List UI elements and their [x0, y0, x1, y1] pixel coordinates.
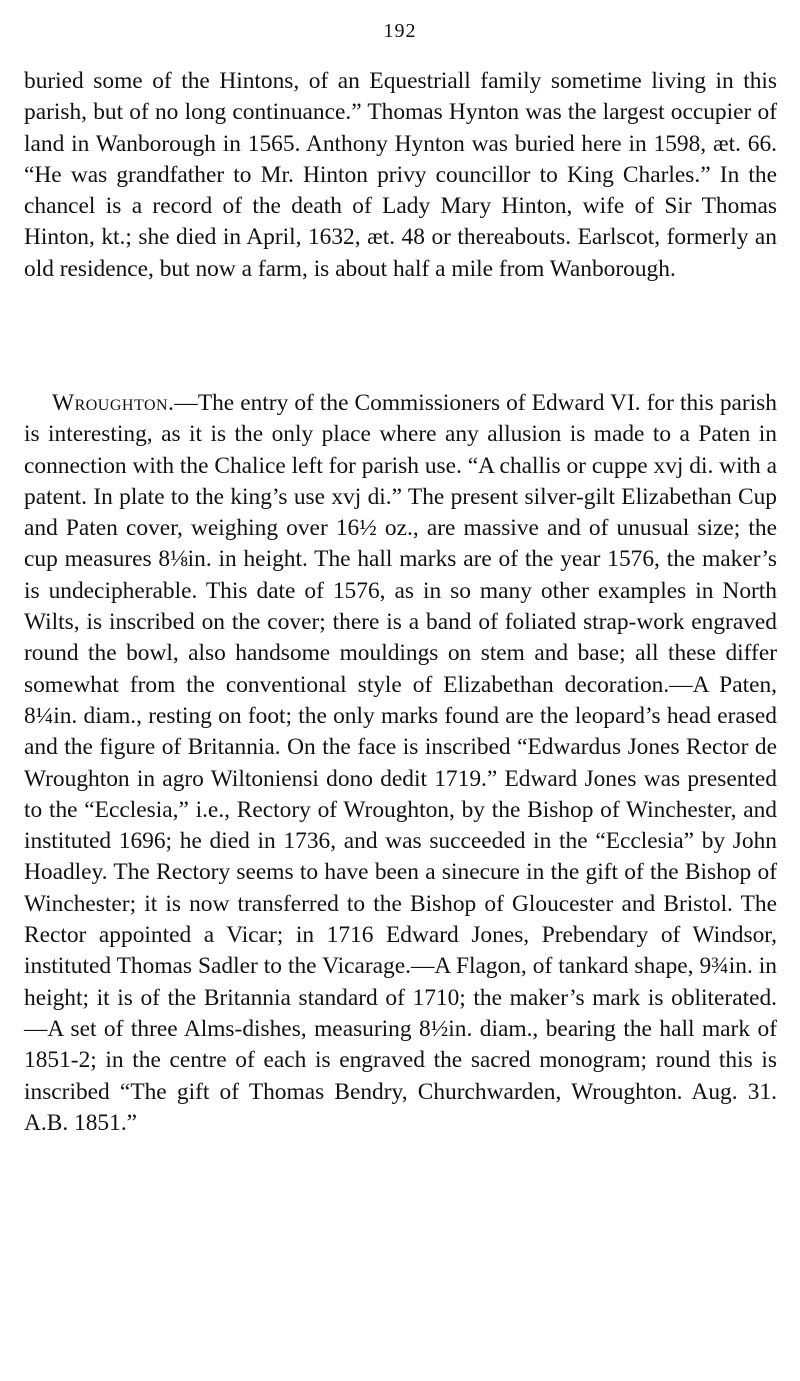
- paragraph-wroughton: [24, 388, 777, 1139]
- section-heading-wroughton: Wroughton.: [52, 390, 175, 416]
- paragraph-hinton-family: [24, 66, 777, 285]
- page-number: 192: [383, 20, 417, 42]
- paragraph-text: —The entry of the Commissioners of Edward VI. for this parish is interesting, as it is the only place where any allusion is made to a Paten in connection with the Chalice left for parish use. “A challis or cuppe xvj di. with a patent. In plate to the king’s use xvj di.” The present silver-gilt Elizabethan Cup and Paten cover, weighing over 16½ oz., are massive and of unusual size; the cup measures 8⅛in. in height. The hall marks are of the year 1576, the maker’s is undecipherable. This date of 1576, as in so many other examples in North Wilts, is inscribed on the cover; there is a band of foliated strap-work engraved round the bowl, also handsome mouldings on stem and base; all these differ somewhat from the conventional style of Elizabethan decoration.—A Paten, 8¼in. diam., resting on foot; the only marks found are the leopard’s head erased and the figure of Britannia. On the face is inscribed “Edwardus Jones Rector de Wroughton in agro Wiltoniensi dono dedit 1719.” Edward Jones was presented to the “Ecclesia,” i.e., Rectory of Wroughton, by the Bishop of Winchester, and instituted 1696; he died in 1736, and was succeeded in the “Ecclesia” by John Hoadley. The Rectory seems to have been a sinecure in the gift of the Bishop of Winchester; it is now transferred to the Bishop of Gloucester and Bristol. The Rector appointed a Vicar; in 1716 Edward Jones, Prebendary of Windsor, instituted Thomas Sadler to the Vicarage.—A Flagon, of tankard shape, 9¾in. in height; it is of the Britannia standard of 1710; the maker’s mark is obliterated.—A set of three Alms-dishes, measuring 8½in. diam., bearing the hall mark of 1851-2; in the centre of each is engraved the sacred monogram; round this is inscribed “The gift of Thomas Bendry, Churchwarden, Wroughton. Aug. 31. A.B. 1851.”: [24, 390, 777, 1136]
- paragraph-text: buried some of the Hintons, of an Equestriall family sometime living in this parish, but of no long continuance.” Thomas Hynton was the largest occupier of land in Wanborough in 1565. Anthony Hynton was buried here in 1598, æt. 66. “He was grandfather to Mr. Hinton privy councillor to King Charles.” In the chancel is a record of the death of Lady Mary Hinton, wife of Sir Thomas Hinton, kt.; she died in April, 1632, æt. 48 or thereabouts. Earlscot, formerly an old residence, but now a farm, is about half a mile from Wanborough.: [24, 68, 777, 282]
